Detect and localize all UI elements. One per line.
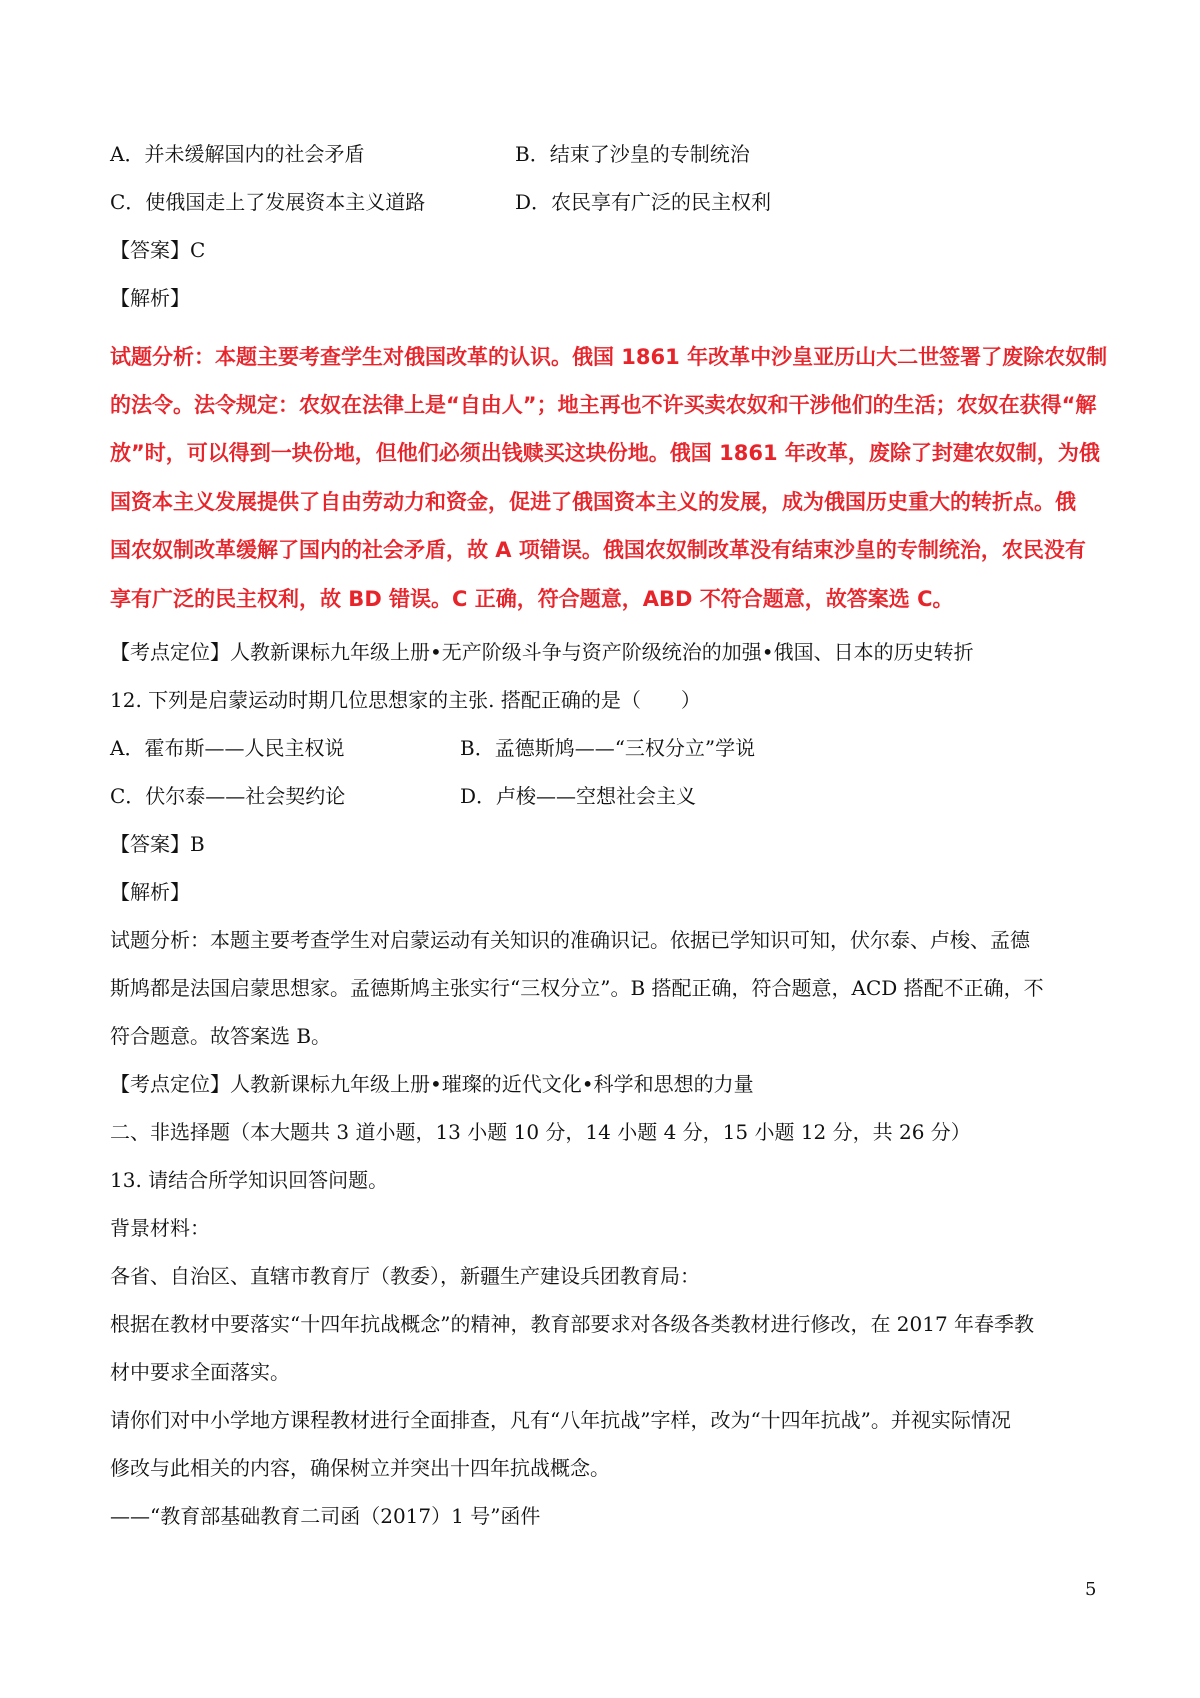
q13-material-line: 根据在教材中要落实“十四年抗战概念”的精神，教育部要求对各级各类教材进行修改，在 2017 年春季教	[110, 1312, 1035, 1336]
q12-analysis-line: 试题分析：本题主要考查学生对启蒙运动有关知识的准确识记。依据已学知识可知，伏尔泰、卢梭、孟德	[110, 928, 1030, 952]
q12-answer: 【答案】B	[110, 832, 205, 856]
q12-stem: 12. 下列是启蒙运动时期几位思想家的主张. 搭配正确的是（ ）	[110, 688, 701, 712]
q11-analysis-line: 试题分析：本题主要考查学生对俄国改革的认识。俄国 1861 年改革中沙皇亚历山大二世签署了废除农奴制	[110, 345, 1108, 369]
q11-kaodian: 【考点定位】人教新课标九年级上册•无产阶级斗争与资产阶级统治的加强•俄国、日本的历史转折	[110, 640, 974, 664]
q11-analysis-line: 享有广泛的民主权利，故 BD 错误。C 正确，符合题意，ABD 不符合题意，故答案选 C。	[110, 587, 954, 611]
q13-material-source: ——“教育部基础教育二司函（2017）1 号”函件	[110, 1504, 541, 1528]
q11-analysis-line: 的法令。法令规定：农奴在法律上是“自由人”；地主再也不许买卖农奴和干涉他们的生活；农奴在获得“解	[110, 393, 1097, 417]
page-number: 5	[1085, 1579, 1097, 1600]
q13-material-line: 请你们对中小学地方课程教材进行全面排查，凡有“八年抗战”字样，改为“十四年抗战”。并视实际情况	[110, 1408, 1011, 1432]
q13-material-line: 修改与此相关的内容，确保树立并突出十四年抗战概念。	[110, 1456, 610, 1480]
q13-material-label: 背景材料：	[110, 1216, 210, 1240]
q12-kaodian: 【考点定位】人教新课标九年级上册•璀璨的近代文化•科学和思想的力量	[110, 1072, 754, 1096]
q11-option-b: B．结束了沙皇的专制统治	[515, 142, 750, 166]
q12-option-d: D．卢梭——空想社会主义	[460, 784, 697, 808]
q11-analysis-label: 【解析】	[110, 286, 190, 310]
q11-option-d: D．农民享有广泛的民主权利	[515, 190, 772, 214]
q11-option-c: C．使俄国走上了发展资本主义道路	[110, 190, 426, 214]
q12-analysis-line: 斯鸠都是法国启蒙思想家。孟德斯鸠主张实行“三权分立”。B 搭配正确，符合题意，ACD 搭配不正确，不	[110, 976, 1044, 1000]
q12-analysis-label: 【解析】	[110, 880, 190, 904]
q11-analysis-line: 放”时，可以得到一块份地，但他们必须出钱赎买这块份地。俄国 1861 年改革，废除了封建农奴制，为俄	[110, 441, 1100, 465]
q11-analysis-line: 国农奴制改革缓解了国内的社会矛盾，故 A 项错误。俄国农奴制改革没有结束沙皇的专制统治，农民没有	[110, 538, 1086, 562]
q12-option-a: A．霍布斯——人民主权说	[110, 736, 345, 760]
q13-material-line: 材中要求全面落实。	[110, 1360, 290, 1384]
q13-material-line: 各省、自治区、直辖市教育厅（教委），新疆生产建设兵团教育局：	[110, 1264, 700, 1288]
section-heading: 二、非选择题（本大题共 3 道小题，13 小题 10 分，14 小题 4 分，15 小题 12 分，共 26 分）	[110, 1120, 971, 1144]
q12-option-c: C．伏尔泰——社会契约论	[110, 784, 346, 808]
q13-stem: 13. 请结合所学知识回答问题。	[110, 1168, 389, 1192]
q12-analysis-line: 符合题意。故答案选 B。	[110, 1024, 332, 1048]
q12-option-b: B．孟德斯鸠——“三权分立”学说	[460, 736, 756, 760]
q11-option-a: A．并未缓解国内的社会矛盾	[110, 142, 365, 166]
q11-analysis-line: 国资本主义发展提供了自由劳动力和资金，促进了俄国资本主义的发展，成为俄国历史重大的转折点。俄	[110, 490, 1076, 514]
q11-answer: 【答案】C	[110, 238, 206, 262]
